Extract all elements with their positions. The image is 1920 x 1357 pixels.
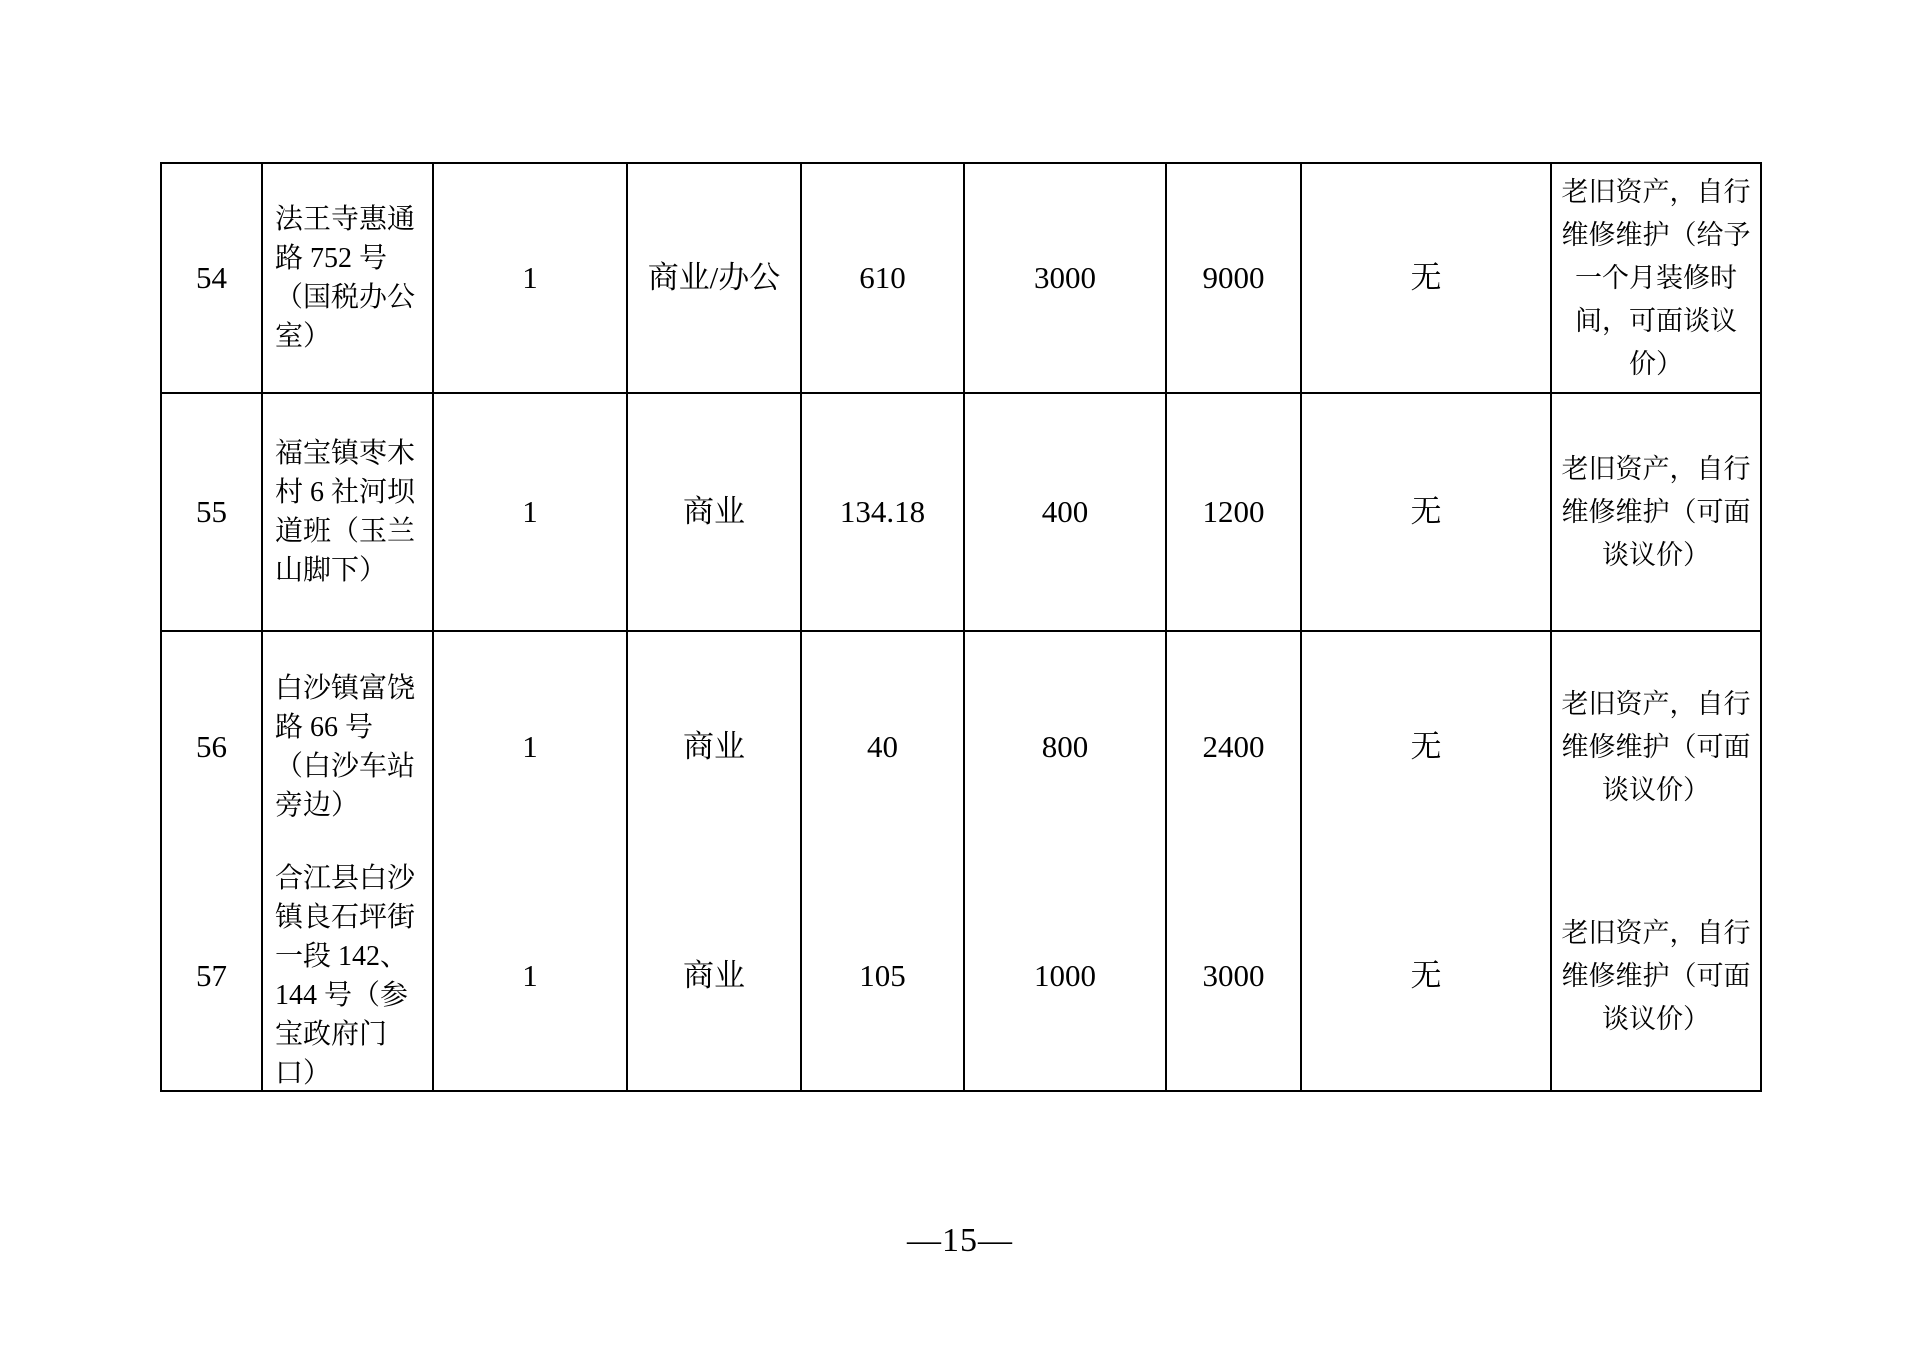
cell-other: 无 bbox=[1302, 394, 1552, 632]
cell-note: 老旧资产，自行维修维护（可面谈议价） bbox=[1552, 394, 1762, 632]
cell-price-1: 400 bbox=[965, 394, 1167, 632]
cell-use-type: 商业 bbox=[628, 862, 802, 1092]
cell-price-2: 2400 bbox=[1167, 632, 1302, 862]
cell-note: 老旧资产，自行维修维护（可面谈议价） bbox=[1552, 632, 1762, 862]
cell-use-type: 商业 bbox=[628, 394, 802, 632]
page-number: —15— bbox=[907, 1222, 1013, 1259]
cell-address: 白沙镇富饶路 66 号（白沙车站旁边） bbox=[263, 632, 434, 862]
cell-other: 无 bbox=[1302, 632, 1552, 862]
cell-serial-number: 55 bbox=[162, 394, 263, 632]
cell-area: 40 bbox=[802, 632, 965, 862]
cell-note: 老旧资产，自行维修维护（给予一个月装修时间，可面谈议价） bbox=[1552, 164, 1762, 394]
cell-address: 法王寺惠通路 752 号（国税办公室） bbox=[263, 164, 434, 394]
cell-serial-number: 56 bbox=[162, 632, 263, 862]
cell-quantity: 1 bbox=[434, 862, 628, 1092]
cell-other: 无 bbox=[1302, 164, 1552, 394]
cell-use-type: 商业 bbox=[628, 632, 802, 862]
cell-area: 610 bbox=[802, 164, 965, 394]
cell-address: 福宝镇枣木村 6 社河坝道班（玉兰山脚下） bbox=[263, 394, 434, 632]
cell-price-2: 1200 bbox=[1167, 394, 1302, 632]
cell-quantity: 1 bbox=[434, 632, 628, 862]
cell-address: 合江县白沙镇良石坪街一段 142、144 号（参宝政府门口） bbox=[263, 862, 434, 1092]
cell-serial-number: 57 bbox=[162, 862, 263, 1092]
cell-other: 无 bbox=[1302, 862, 1552, 1092]
cell-quantity: 1 bbox=[434, 394, 628, 632]
cell-price-2: 9000 bbox=[1167, 164, 1302, 394]
cell-price-2: 3000 bbox=[1167, 862, 1302, 1092]
cell-area: 105 bbox=[802, 862, 965, 1092]
cell-price-1: 800 bbox=[965, 632, 1167, 862]
cell-quantity: 1 bbox=[434, 164, 628, 394]
cell-area: 134.18 bbox=[802, 394, 965, 632]
cell-use-type: 商业/办公 bbox=[628, 164, 802, 394]
cell-price-1: 3000 bbox=[965, 164, 1167, 394]
cell-serial-number: 54 bbox=[162, 164, 263, 394]
cell-price-1: 1000 bbox=[965, 862, 1167, 1092]
cell-note: 老旧资产，自行维修维护（可面谈议价） bbox=[1552, 862, 1762, 1092]
asset-listing-table bbox=[160, 162, 1762, 1092]
